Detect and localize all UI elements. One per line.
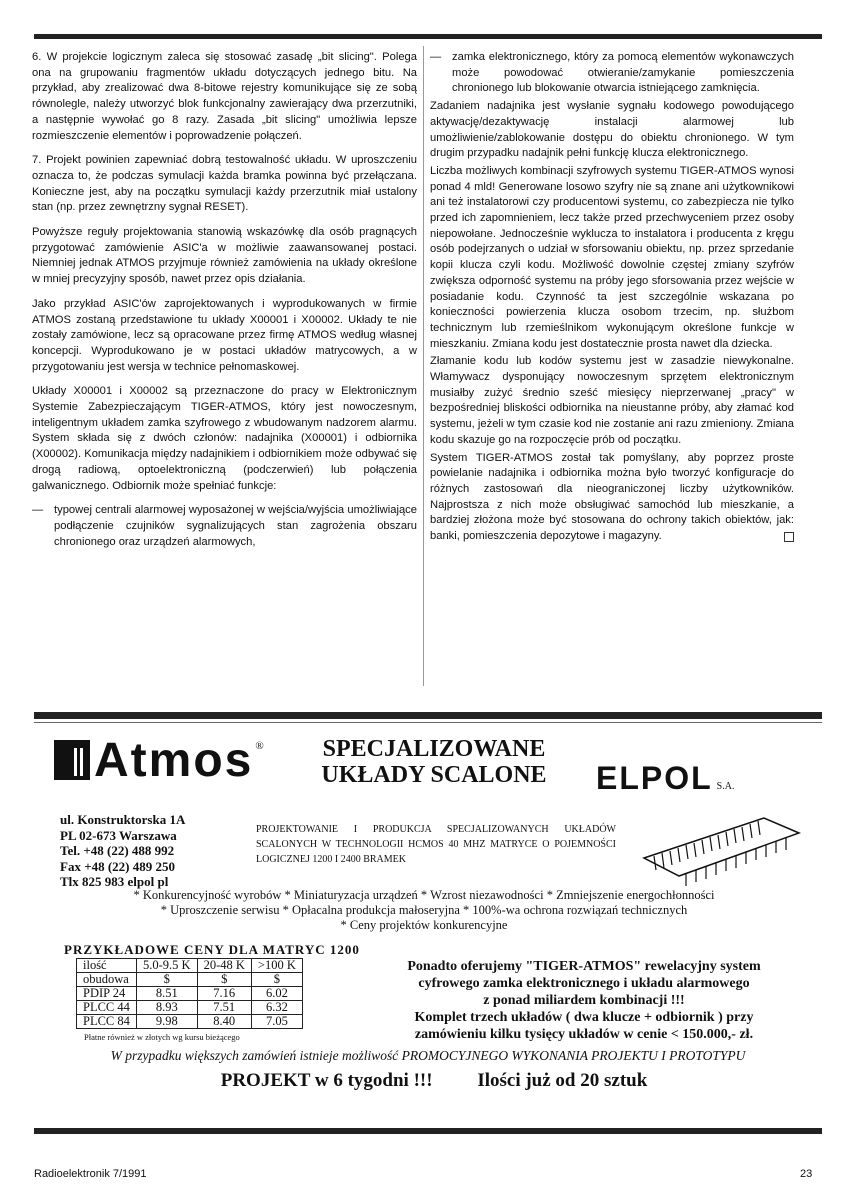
registered-mark: ®: [255, 740, 264, 752]
end-of-article-icon: [784, 532, 794, 542]
list-item-text: zamka elektronicznego, który za pomocą elementów wykonawczych może powodować otwieranie/zamykanie pomieszczenia chronionego lub blokowanie otwarcia istniejącego zamknięcia.: [452, 51, 794, 95]
table-header-row: [77, 959, 303, 973]
dash-bullet: —: [430, 51, 442, 63]
ad-title: [264, 736, 604, 788]
table-header-cell: $: [137, 973, 198, 987]
table-cell: 6.32: [251, 1001, 302, 1015]
ad-rule-thin: [34, 722, 822, 723]
ad-rule-bottom: [34, 1128, 822, 1134]
table-cell: PLCC 44: [77, 1001, 137, 1015]
elpol-logo: [596, 760, 735, 796]
dash-bullet: —: [32, 504, 44, 517]
offer-line: Komplet trzech układów ( dwa klucze + odbiornik ) przy: [414, 1010, 754, 1025]
address-line: Tlx 825 983 elpol pl: [60, 874, 169, 889]
address-line: ul. Konstruktorska 1A: [60, 812, 186, 827]
table-header-cell: obudowa: [77, 973, 137, 987]
table-header-cell: ilość: [77, 959, 137, 973]
page-number: 23: [800, 1168, 813, 1180]
paragraph: Jako przykład ASIC'ów zaprojektowanych i wyprodukowanych w firmie ATMOS zostaną przedstawione tu układy X00001 i X00002. Układy te nie zostały zamówione, lecz są opracowane przez firmę ATMOS według własnej koncepcji. Wyprodukowano je w postaci układów matrycowych, a w przygotowaniu jest wersja w technice pełnomaskowej.: [32, 297, 417, 373]
paragraph: Liczba możliwych kombinacji szyfrowych systemu TIGER-ATMOS wynosi ponad 4 mld! Generowane losowo szyfry nie są znane ani użytkownikowi ani też instalatorowi czy producentowi systemu, co zabezpiecza nie tylko przed ich zapomnieniem, lecz także przed przechwyceniem przez osoby niepowołane. Jednocześnie wyklucza to instalatora i producenta z kręgu osób podejrzanych o udział w sforsowaniu obiektu, np. przez sprzedanie kopii klucza czyli kodu. Możliwość dowolnie częstej zmiany szyfrów zwiększa odporność systemu na próby jego sforsowania przez wejście w posiadanie kodu. Czynność ta jest szczególnie wskazana po konieczności powierzenia klucza osobom trzecim, np. służbom technicznym lub rzemieślnikom wykonującym określone funkcje w mieszkaniu. Zmiana kodu jest dostatecznie prosta nawet dla dziecka.: [430, 164, 794, 350]
table-cell: 9.98: [137, 1015, 198, 1029]
list-item: [430, 50, 794, 97]
table-cell: 7.05: [251, 1015, 302, 1029]
table-cell: 8.51: [137, 987, 198, 1001]
atmos-logo: [54, 734, 264, 787]
table-subheader-row: [77, 973, 303, 987]
paragraph: 7. Projekt powinien zapewniać dobrą testowalność układu. W uproszczeniu oznacza to, że podczas symulacji każda bramka powinna być przełączana. Konieczne jest, aby na początku symulacji każdy przerzutnik miał ustalony stan (np. przez zewnętrzny sygnał RESET).: [32, 154, 417, 214]
column-divider: [423, 46, 424, 686]
atmos-mark-icon: [54, 740, 90, 780]
offer-line: Ponadto oferujemy "TIGER-ATMOS" rewelacyjny system: [407, 959, 761, 974]
list-item: [32, 503, 417, 550]
paragraph: Powyższe reguły projektowania stanowią wskazówkę dla osób pragnących przygotować zamówienie ASIC'a w możliwie zaawansowanej postaci. Niemniej jednak ATMOS przyjmuje również zamówienia na układy określone w mniej precyzyjny sposób, nawet przez opis działania.: [32, 226, 417, 286]
top-rule: [34, 34, 822, 39]
footer-magazine: Radioelektronik 7/1991: [34, 1168, 147, 1180]
feature-line: * Konkurencyjność wyrobów * Miniaturyzacja urządzeń * Wzrost niezawodności * Zmniejszenie energochłonności: [133, 888, 715, 902]
offer-line: cyfrowego zamka elektronicznego i układu alarmowego: [418, 976, 750, 991]
table-cell: 6.02: [251, 987, 302, 1001]
list-item-text: typowej centrali alarmowej wyposażonej w wejścia/wyjścia umożliwiające podłączenie czujników sygnalizujących stan zagrożenia obszaru chronionego oraz urządzeń alarmowych,: [54, 504, 417, 548]
address-line: PL 02-673 Warszawa: [60, 827, 177, 843]
paragraph: [430, 451, 794, 545]
table-cell: 8.40: [197, 1015, 251, 1029]
ad-slogan: [154, 1070, 714, 1092]
paragraph: Złamanie kodu lub kodów systemu jest w zasadzie niewykonalne. Włamywacz dysponujący nowoczesnym sprzętem elektronicznym musiałby zużyć średnio sześć miesięcy nieprzerwanej „pracy" w bezpośredniej bliskości odbiornika na nieustanne próby, aby złamać kod systemu, jeżeli w tym czasie kod nie zostanie ani razu zmieniony. Zmiana kodu skazuje go na rozpoczęcie prób od początku.: [430, 355, 794, 446]
services-description: PROJEKTOWANIE I PRODUKCJA SPECJALIZOWANYCH UKŁADÓW SCALONYCH W TECHNOLOGII HCMOS 40 MHZ MATRYCE O POJEMNOŚCI LOGICZNEJ 1200 I 2400 BRAMEK: [256, 824, 616, 865]
features-list: [74, 888, 774, 933]
ad-rule-top: [34, 712, 822, 719]
ad-title-line: UKŁADY SCALONE: [321, 762, 547, 788]
projekt-slogan: PROJEKT w 6 tygodni !!!: [220, 1070, 433, 1091]
right-column: [430, 50, 794, 547]
offer-line: z ponad miliardem kombinacji !!!: [483, 993, 685, 1008]
ilosci-slogan: Ilości już od 20 sztuk: [477, 1070, 648, 1091]
table-row: [77, 987, 303, 1001]
company-address: [60, 812, 185, 890]
promo-text: W przypadku większych zamówień istnieje możliwość PROMOCYJNEGO WYKONANIA PROJEKTU I PROTOTYPU: [110, 1048, 746, 1063]
paragraph-text: System TIGER-ATMOS został tak pomyślany, aby poprzez proste powielanie nadajnika i odbiornika można było tworzyć konfiguracje do różnych zastosowań dla nieograniczonej liczby użytkowników. Najprostsza z nich może obsługiwać samochód lub mieszkanie, a bardziej złożona może być stosowana do ochrony takich obiektów, jak: banki, pomieszczenia depozytowe i magazyny.: [430, 451, 794, 543]
advertisement: [34, 726, 822, 1116]
elpol-logo-text: ELPOL: [596, 760, 713, 796]
address-line: Fax +48 (22) 489 250: [60, 858, 176, 874]
address-line: Tel. +48 (22) 488 992: [60, 843, 175, 858]
table-cell: 7.16: [197, 987, 251, 1001]
table-header-cell: >100 K: [251, 959, 302, 973]
chip-illustration-icon: [634, 798, 804, 888]
table-row: [77, 1001, 303, 1015]
offer-line: zamówieniu kilku tysięcy układów w cenie < 150.000,- zł.: [414, 1027, 754, 1042]
table-cell: PDIP 24: [77, 987, 137, 1001]
table-row: [77, 1015, 303, 1029]
elpol-suffix: S.A.: [716, 781, 735, 792]
table-header-cell: $: [251, 973, 302, 987]
table-header-cell: 20-48 K: [197, 959, 251, 973]
table-header-cell: 5.0-9.5 K: [137, 959, 198, 973]
table-cell: 7.51: [197, 1001, 251, 1015]
table-cell: PLCC 84: [77, 1015, 137, 1029]
price-note: Płatne również w złotych wg kursu bieżącego: [84, 1032, 240, 1042]
price-table: [76, 958, 303, 1029]
table-header-cell: $: [197, 973, 251, 987]
atmos-logo-text: Atmos: [94, 734, 254, 787]
paragraph: Zadaniem nadajnika jest wysłanie sygnału kodowego powodującego aktywację/dezaktywację instalacji alarmowej lub umożliwienie/zablokowanie dostępu do obiektu chronionego. W tym drugim przypadku nadajnik pełni funkcję klucza elektronicznego.: [430, 100, 794, 160]
tiger-atmos-offer: [374, 958, 794, 1043]
left-column: [32, 50, 417, 559]
prices-title: PRZYKŁADOWE CENY DLA MATRYC 1200: [64, 942, 360, 957]
paragraph: 6. W projekcie logicznym zaleca się stosować zasadę „bit slicing". Polega ona na grupowaniu fragmentów układu dotyczących jednego bitu. Na przykład, aby zrealizować dwa 8-bitowe rejestry komunikujące się ze sobą równolegle, należy utworzyć blok funkcjonalny zawierający dwa przerzutniki, a następnie wywołać go 8 razy. Zasada „bit slicing" umożliwia lepsze rozmieszczenie elementów i poprowadzenie połączeń.: [32, 51, 417, 142]
table-cell: 8.93: [137, 1001, 198, 1015]
ad-title-line: SPECJALIZOWANE: [322, 736, 546, 762]
feature-line: * Uproszczenie serwisu * Opłacalna produkcja małoseryjna * 100%-wa ochrona rozwiązań technicznych: [160, 903, 688, 917]
feature-line: * Ceny projektów konkurencyjne: [340, 918, 508, 932]
paragraph: Układy X00001 i X00002 są przeznaczone do pracy w Elektronicznym Systemie Zabezpieczającym TIGER-ATMOS, który jest nowoczesnym, inteligentnym układem zamka szyfrowego z wbudowanym nadzorem alarmu. System składa się z dwóch członów: nadajnika (X00001) i odbiornika (X00002). Komunikacja między nadajnikiem i odbiornikiem może odbywać się drogą radiową, optoelektroniczną (podczerwień) lub połączenia galwanicznego. Odbiornik może spełniać funkcje:: [32, 385, 417, 492]
